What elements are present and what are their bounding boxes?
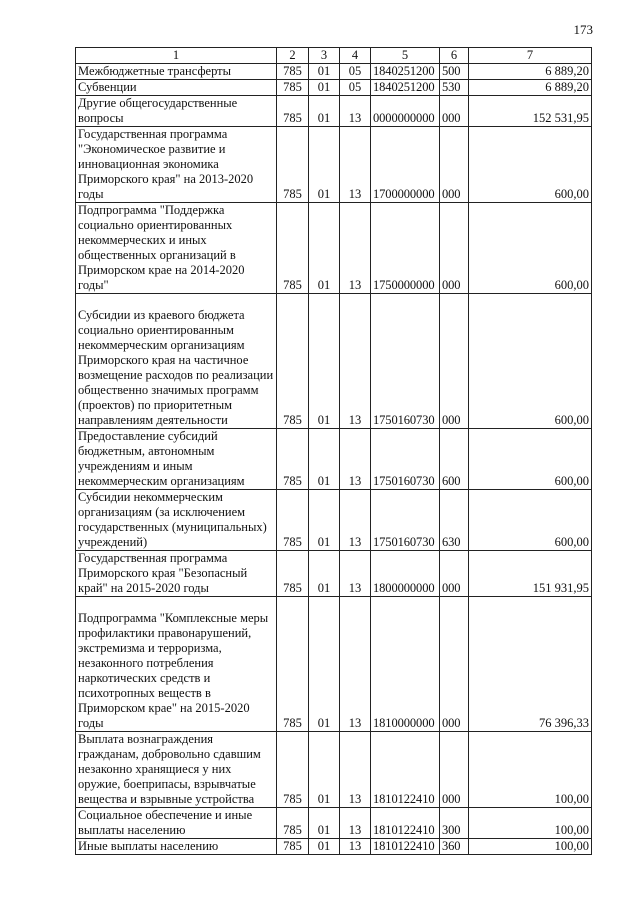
target-article-code: 1700000000 [371, 127, 440, 203]
amount: 152 531,95 [469, 96, 592, 127]
subsection-code: 13 [340, 808, 371, 839]
ved-code: 785 [277, 551, 309, 597]
row-name: Другие общегосударственные вопросы [76, 96, 277, 127]
amount: 76 396,33 [469, 597, 592, 732]
column-header: 2 [277, 48, 309, 64]
target-article-code: 1750160730 [371, 490, 440, 551]
section-code: 01 [309, 64, 340, 80]
subsection-code: 13 [340, 294, 371, 429]
row-name: Подпрограмма "Поддержка социально ориентированных некоммерческих и иных общественных организаций в Приморском крае на 2014-2020 годы" [76, 203, 277, 294]
expense-type-code: 360 [440, 839, 469, 855]
section-code: 01 [309, 597, 340, 732]
subsection-code: 13 [340, 732, 371, 808]
subsection-code: 13 [340, 551, 371, 597]
subsection-code: 13 [340, 490, 371, 551]
expense-type-code: 000 [440, 127, 469, 203]
target-article-code: 1750160730 [371, 294, 440, 429]
target-article-code: 1840251200 [371, 64, 440, 80]
expense-type-code: 000 [440, 96, 469, 127]
section-code: 01 [309, 429, 340, 490]
page-number: 173 [573, 22, 593, 37]
column-header: 1 [76, 48, 277, 64]
expense-type-code: 300 [440, 808, 469, 839]
subsection-code: 05 [340, 64, 371, 80]
table-row [76, 294, 592, 429]
table-row [76, 551, 592, 597]
target-article-code: 1840251200 [371, 80, 440, 96]
row-name: Предоставление субсидий бюджетным, автономным учреждениям и иным некоммерческим организациям [76, 429, 277, 490]
amount: 100,00 [469, 732, 592, 808]
subsection-code: 13 [340, 96, 371, 127]
amount: 100,00 [469, 839, 592, 855]
ved-code: 785 [277, 808, 309, 839]
section-code: 01 [309, 732, 340, 808]
row-name: Субсидии некоммерческим организациям (за исключением государственных (муниципальных) учреждений) [76, 490, 277, 551]
section-code: 01 [309, 80, 340, 96]
ved-code: 785 [277, 64, 309, 80]
ved-code: 785 [277, 127, 309, 203]
expense-type-code: 500 [440, 64, 469, 80]
amount: 6 889,20 [469, 80, 592, 96]
amount: 600,00 [469, 203, 592, 294]
expense-type-code: 000 [440, 597, 469, 732]
expense-type-code: 600 [440, 429, 469, 490]
ved-code: 785 [277, 490, 309, 551]
target-article-code: 1750160730 [371, 429, 440, 490]
table-row [76, 839, 592, 855]
target-article-code: 1810122410 [371, 732, 440, 808]
section-code: 01 [309, 127, 340, 203]
table-row [76, 203, 592, 294]
row-name: Субвенции [76, 80, 277, 96]
table-row [76, 732, 592, 808]
table-row [76, 80, 592, 96]
row-name: Выплата вознаграждения гражданам, добровольно сдавшим незаконно хранящиеся у них оружие, боеприпасы, взрывчатые вещества и взрывные устройства [76, 732, 277, 808]
ved-code: 785 [277, 96, 309, 127]
subsection-code: 13 [340, 429, 371, 490]
expense-type-code: 630 [440, 490, 469, 551]
target-article-code: 1810122410 [371, 808, 440, 839]
ved-code: 785 [277, 203, 309, 294]
target-article-code: 1810122410 [371, 839, 440, 855]
table-row [76, 127, 592, 203]
header-row [76, 48, 592, 64]
row-name: Государственная программа Приморского края "Безопасный край" на 2015-2020 годы [76, 551, 277, 597]
row-name: Субсидии из краевого бюджета социально ориентированным некоммерческим организациям Приморского края на частичное возмещение расходов по реализации общественно значимых программ (проектов) по приоритетным направлениям деятельности [76, 294, 277, 429]
amount: 600,00 [469, 127, 592, 203]
amount: 600,00 [469, 490, 592, 551]
target-article-code: 1800000000 [371, 551, 440, 597]
table-row [76, 490, 592, 551]
ved-code: 785 [277, 80, 309, 96]
target-article-code: 1810000000 [371, 597, 440, 732]
section-code: 01 [309, 551, 340, 597]
section-code: 01 [309, 490, 340, 551]
expense-type-code: 000 [440, 551, 469, 597]
ved-code: 785 [277, 429, 309, 490]
expense-type-code: 530 [440, 80, 469, 96]
section-code: 01 [309, 203, 340, 294]
section-code: 01 [309, 294, 340, 429]
row-name: Государственная программа "Экономическое развитие и инновационная экономика Приморского края" на 2013-2020 годы [76, 127, 277, 203]
amount: 600,00 [469, 429, 592, 490]
row-name: Иные выплаты населению [76, 839, 277, 855]
ved-code: 785 [277, 294, 309, 429]
subsection-code: 13 [340, 127, 371, 203]
table-row [76, 96, 592, 127]
ved-code: 785 [277, 732, 309, 808]
budget-table [75, 47, 592, 855]
expense-type-code: 000 [440, 732, 469, 808]
amount: 151 931,95 [469, 551, 592, 597]
column-header: 7 [469, 48, 592, 64]
amount: 600,00 [469, 294, 592, 429]
column-header: 5 [371, 48, 440, 64]
ved-code: 785 [277, 839, 309, 855]
expense-type-code: 000 [440, 294, 469, 429]
row-name: Социальное обеспечение и иные выплаты населению [76, 808, 277, 839]
subsection-code: 13 [340, 597, 371, 732]
subsection-code: 13 [340, 203, 371, 294]
target-article-code: 0000000000 [371, 96, 440, 127]
ved-code: 785 [277, 597, 309, 732]
table-row [76, 64, 592, 80]
section-code: 01 [309, 839, 340, 855]
table-row [76, 597, 592, 732]
row-name: Межбюджетные трансферты [76, 64, 277, 80]
target-article-code: 1750000000 [371, 203, 440, 294]
table-row [76, 808, 592, 839]
subsection-code: 13 [340, 839, 371, 855]
section-code: 01 [309, 808, 340, 839]
subsection-code: 05 [340, 80, 371, 96]
column-header: 6 [440, 48, 469, 64]
amount: 6 889,20 [469, 64, 592, 80]
table-row [76, 429, 592, 490]
column-header: 3 [309, 48, 340, 64]
section-code: 01 [309, 96, 340, 127]
expense-type-code: 000 [440, 203, 469, 294]
column-header: 4 [340, 48, 371, 64]
amount: 100,00 [469, 808, 592, 839]
row-name: Подпрограмма "Комплексные меры профилактики правонарушений, экстремизма и терроризма, незаконного потребления наркотических средств и психотропных веществ в Приморском крае" на 2015-2020 годы [76, 597, 277, 732]
